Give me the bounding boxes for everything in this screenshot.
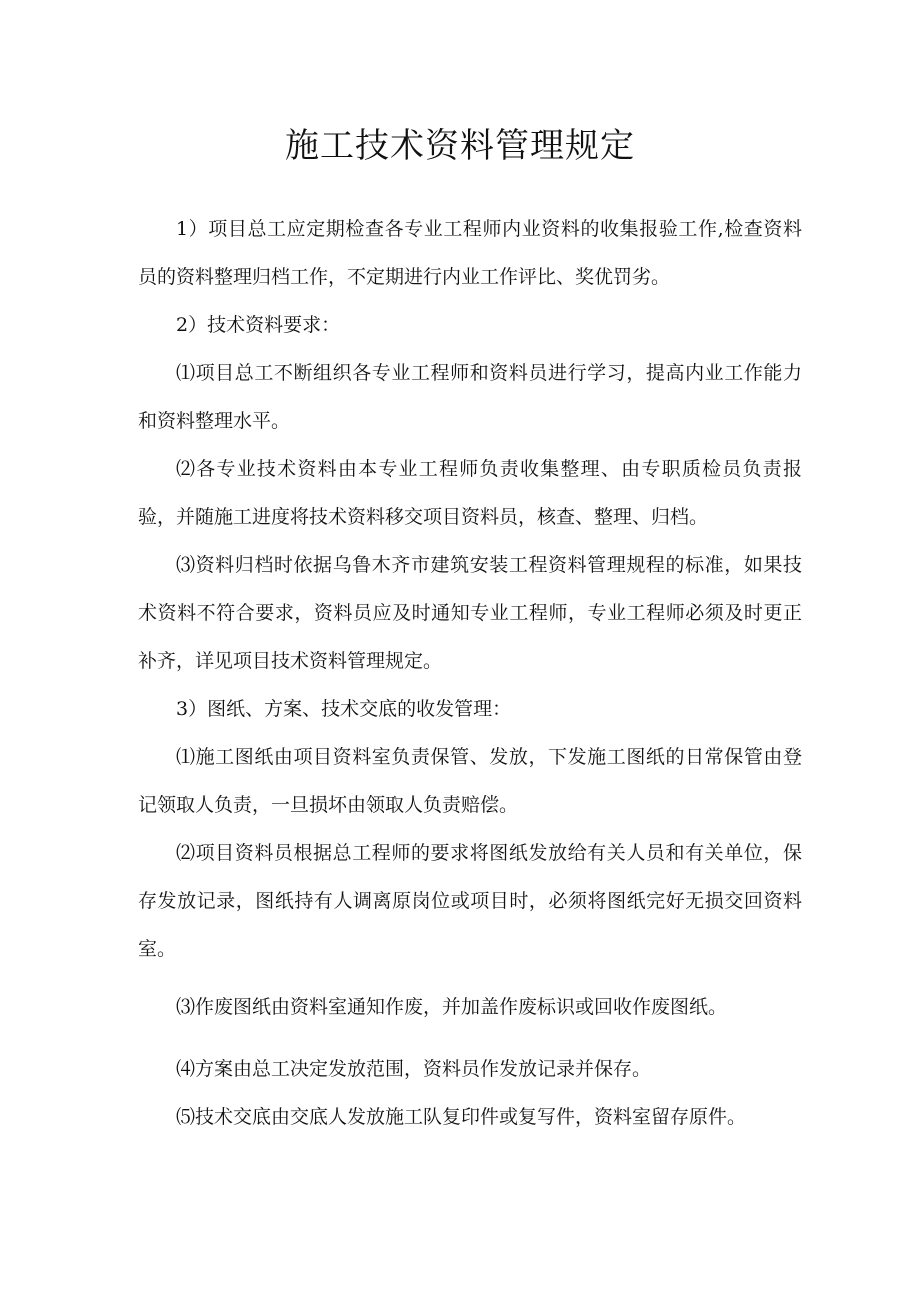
paragraph-9: ⑶作废图纸由资料室通知作废，并加盖作废标识或回收作废图纸。 <box>176 996 728 1018</box>
paragraph-11: ⑸技术交底由交底人发放施工队复印件或复写件，资料室留存原件。 <box>176 1106 747 1128</box>
document-body <box>138 205 802 1141</box>
paragraph-2: 2）技术资料要求： <box>176 314 341 336</box>
paragraph-6: 3）图纸、方案、技术交底的收发管理： <box>176 698 512 720</box>
paragraph-8: ⑵项目资料员根据总工程师的要求将图纸发放给有关人员和有关单位，保存发放记录，图纸持有人调离原岗位或项目时，必须将图纸完好无损交回资料室。 <box>138 842 802 960</box>
document-title: 施工技术资料管理规定 <box>285 126 635 166</box>
paragraph-10: ⑷方案由总工决定发放范围，资料员作发放记录并保存。 <box>176 1058 652 1080</box>
paragraph-7: ⑴施工图纸由项目资料室负责保管、发放，下发施工图纸的日常保管由登记领取人负责，一旦损坏由领取人负责赔偿。 <box>138 746 802 816</box>
paragraph-4: ⑵各专业技术资料由本专业工程师负责收集整理、由专职质检员负责报验，并随施工进度将技术资料移交项目资料员，核查、整理、归档。 <box>138 458 802 528</box>
paragraph-3: ⑴项目总工不断组织各专业工程师和资料员进行学习，提高内业工作能力和资料整理水平。 <box>138 362 802 432</box>
paragraph-5: ⑶资料归档时依据乌鲁木齐市建筑安装工程资料管理规程的标准，如果技术资料不符合要求，资料员应及时通知专业工程师，专业工程师必须及时更正补齐，详见项目技术资料管理规定。 <box>138 554 802 672</box>
paragraph-1: 1）项目总工应定期检查各专业工程师内业资料的收集报验工作,检查资料员的资料整理归档工作，不定期进行内业工作评比、奖优罚劣。 <box>138 218 802 288</box>
